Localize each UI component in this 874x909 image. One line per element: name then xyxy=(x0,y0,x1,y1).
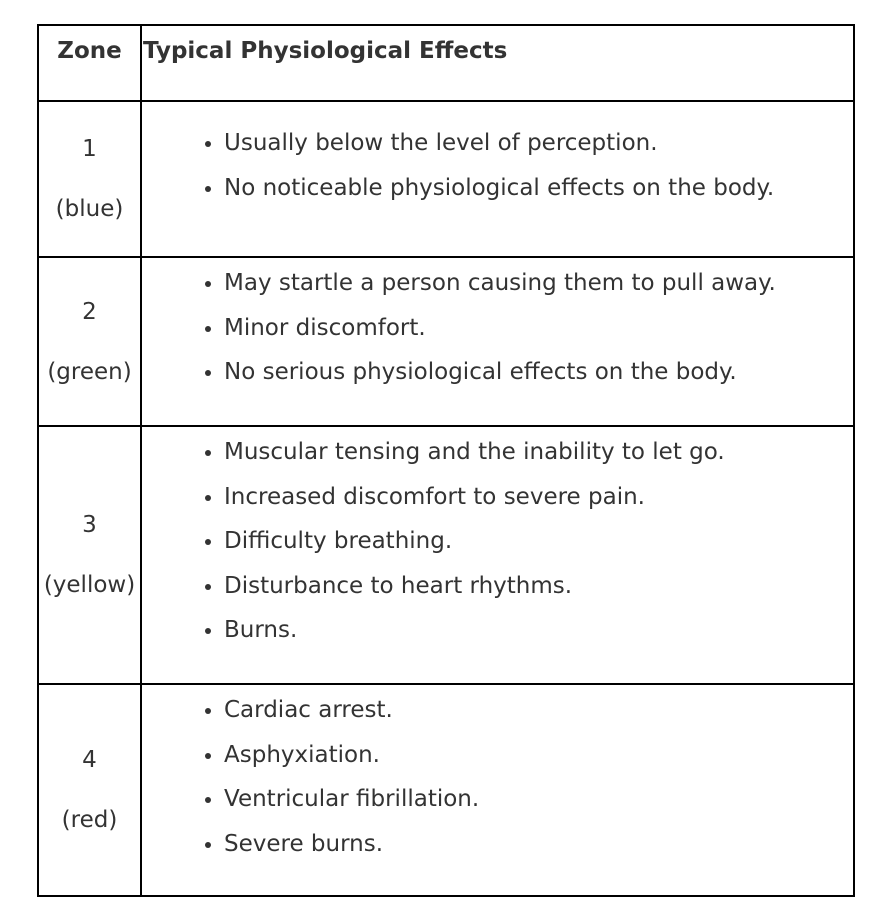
effects-cell xyxy=(141,257,854,426)
effect-item: • No noticeable physiological effects on the body. xyxy=(224,166,853,211)
effect-item: • Severe burns. xyxy=(224,822,853,867)
effects-list xyxy=(142,430,853,653)
zone-number: 4 xyxy=(82,747,97,773)
zone-cell xyxy=(38,684,141,896)
zone-number: 3 xyxy=(82,512,97,538)
table-row xyxy=(38,684,854,896)
zone-number: 2 xyxy=(82,298,97,325)
effect-item: • Cardiac arrest. xyxy=(224,688,853,733)
table-row xyxy=(38,257,854,426)
effect-item: • Difficulty breathing. xyxy=(224,519,853,564)
zone-effects-table xyxy=(37,24,855,897)
zone-column-header: Zone xyxy=(38,25,141,101)
effect-item: • Muscular tensing and the inability to let go. xyxy=(224,430,853,475)
effect-item: • Disturbance to heart rhythms. xyxy=(224,564,853,609)
effects-column-header: Typical Physiological Effects xyxy=(141,25,854,101)
zone-color-label: (blue) xyxy=(55,196,124,222)
zone-number: 1 xyxy=(82,136,97,162)
effects-list xyxy=(142,261,853,395)
effects-list xyxy=(142,121,853,211)
effect-item: • Burns. xyxy=(224,608,853,653)
table-header-row xyxy=(38,25,854,101)
table-row xyxy=(38,426,854,684)
effect-item: • Asphyxiation. xyxy=(224,733,853,778)
effects-cell xyxy=(141,684,854,896)
effect-item: • Ventricular fibrillation. xyxy=(224,777,853,822)
zone-color-label: (green) xyxy=(47,358,132,385)
table-row xyxy=(38,101,854,257)
effect-item: • Minor discomfort. xyxy=(224,306,853,351)
effect-item: • Usually below the level of perception. xyxy=(224,121,853,166)
zone-cell xyxy=(38,257,141,426)
zone-cell xyxy=(38,101,141,257)
zone-color-label: (yellow) xyxy=(43,572,136,598)
effects-cell xyxy=(141,426,854,684)
zone-color-label: (red) xyxy=(61,807,118,833)
effects-cell xyxy=(141,101,854,257)
effects-list xyxy=(142,688,853,866)
effect-item: • May startle a person causing them to pull away. xyxy=(224,261,853,306)
effect-item: • Increased discomfort to severe pain. xyxy=(224,475,853,520)
zone-cell xyxy=(38,426,141,684)
effect-item: • No serious physiological effects on the body. xyxy=(224,350,853,395)
